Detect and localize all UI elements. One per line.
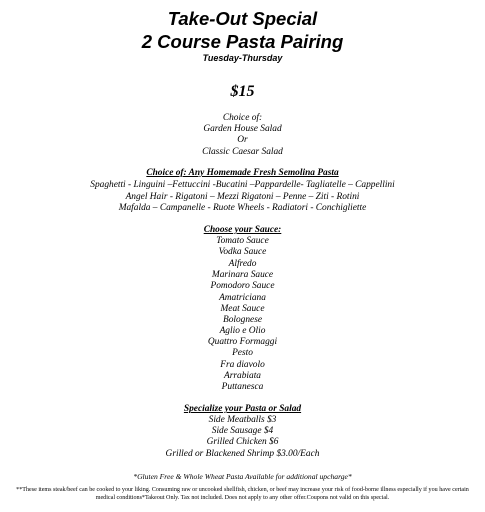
sauce-item: Pomodoro Sauce (210, 281, 275, 291)
sauce-item: Fra diavolo (220, 360, 265, 370)
sauce-item: Meat Sauce (220, 304, 265, 314)
sauce-item: Vodka Sauce (218, 247, 267, 257)
pasta-line: Mafalda – Campanelle - Ruote Wheels - Radiatori - Conchigliette (118, 203, 367, 213)
footer-disclaimer: **These items steak/beef can be cooked to your liking. Consuming raw or uncooked shellfish, chicken, or beef may increase your risk of food-borne illness especially if you have certain medical conditions*Takeout Only. Tax not included. Does not apply to any other offer.Coupons not valid on this special. (16, 487, 469, 501)
days-subtitle: Tuesday-Thursday (202, 53, 283, 63)
sauce-item: Tomato Sauce (216, 236, 269, 246)
sauce-item: Arrabiata (224, 371, 261, 381)
gluten-free-note: *Gluten Free & Whole Wheat Pasta Available for additional upcharge* (133, 472, 352, 481)
pasta-heading: Choice of: Any Homemade Fresh Semolina Pasta (146, 168, 339, 178)
first-course-or: Or (237, 135, 248, 145)
specialize-item: Grilled Chicken $6 (206, 437, 279, 447)
sauce-item: Marinara Sauce (211, 270, 274, 280)
title-line-2: 2 Course Pasta Pairing (141, 31, 344, 52)
title-line-1: Take-Out Special (167, 8, 318, 29)
pasta-line: Angel Hair - Rigatoni – Mezzi Rigatoni – Penne – Ziti - Rotini (125, 192, 360, 202)
sauce-item: Bolognese (222, 315, 263, 325)
specialize-heading: Specialize your Pasta or Salad (183, 404, 302, 414)
pasta-line: Spaghetti - Linguini –Fettuccini -Bucatini –Pappardelle- Tagliatelle – Cappellini (90, 180, 395, 190)
sauce-item: Pesto (232, 348, 253, 358)
first-course-option: Garden House Salad (203, 124, 282, 134)
sauce-heading: Choose your Sauce: (203, 225, 282, 235)
sauce-item: Amatriciana (219, 293, 266, 303)
sauce-item: Puttanesca (221, 382, 264, 392)
price: $15 (230, 83, 255, 100)
sauce-item: Aglio e Olio (219, 326, 266, 336)
first-course-heading: Choice of: (222, 113, 263, 123)
specialize-item: Side Sausage $4 (211, 426, 274, 436)
sauce-item: Quattro Formaggi (207, 337, 278, 347)
specialize-item: Grilled or Blackened Shrimp $3.00/Each (165, 449, 320, 459)
specialize-item: Side Meatballs $3 (208, 415, 277, 425)
sauce-item: Alfredo (228, 259, 257, 269)
first-course-option: Classic Caesar Salad (202, 147, 283, 157)
